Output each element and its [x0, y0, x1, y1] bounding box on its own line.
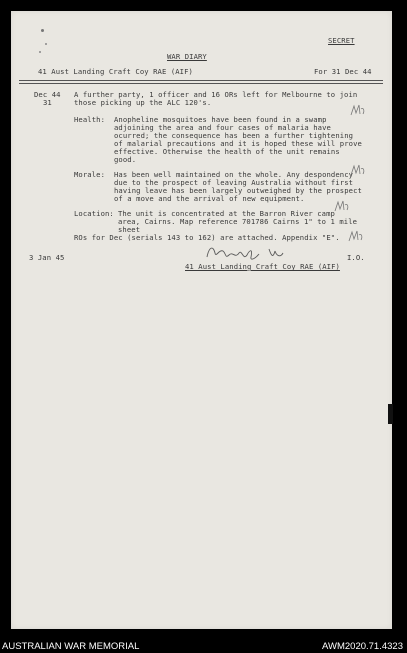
health-line: adjoining the area and four cases of malaria have	[114, 123, 331, 132]
document-title: WAR DIARY	[167, 52, 207, 61]
morale-line: having leave has been largely outweighed by the prospect	[114, 186, 362, 195]
entry-date-day: 31	[43, 98, 52, 107]
initials-mark	[333, 199, 351, 213]
entry-intro-line: those picking up the ALC 120's.	[74, 98, 212, 107]
morale-label: Morale:	[74, 170, 105, 179]
morale-line: of a move and the arrival of new equipment.	[114, 194, 305, 203]
signoff-unit: 41 Aust Landing Craft Coy RAE (AIF)	[185, 262, 340, 271]
initials-mark	[347, 229, 365, 243]
ros-line: ROs for Dec (serials 143 to 162) are attached. Appendix "E".	[74, 233, 340, 242]
footer-institution: AUSTRALIAN WAR MEMORIAL	[2, 641, 140, 652]
classification-marking: SECRET	[328, 36, 355, 45]
document-page	[11, 11, 392, 629]
location-line: The unit is concentrated at the Barron River camp	[118, 209, 335, 218]
initials-mark	[349, 163, 367, 177]
morale-line: due to the prospect of leaving Australia without first	[114, 178, 354, 187]
location-label: Location:	[74, 209, 114, 218]
pin-hole	[41, 29, 44, 32]
pin-hole	[39, 51, 41, 53]
period: For 31 Dec 44	[314, 67, 372, 76]
health-line: ocurred; the consequence has been a further tightening	[114, 131, 354, 140]
signoff-date: 3 Jan 45	[29, 253, 65, 262]
location-line: area, Cairns. Map reference 701786 Cairns 1" to 1 mile	[118, 217, 358, 226]
handwritten-signature	[201, 239, 296, 265]
health-line: of malarial precautions and it is hoped these will prove	[114, 139, 362, 148]
header-rule-bottom	[19, 83, 383, 84]
morale-line: Has been well maintained on the whole. Any despondency	[114, 170, 354, 179]
location-line: sheet	[118, 225, 141, 234]
health-label: Health:	[74, 115, 105, 124]
unit-name: 41 Aust Landing Craft Coy RAE (AIF)	[38, 67, 193, 76]
signoff-rank: I.O.	[347, 253, 365, 262]
health-line: good.	[114, 155, 137, 164]
health-line: Anopheline mosquitoes have been found in a swamp	[114, 115, 327, 124]
entry-date-month: Dec 44	[34, 90, 61, 99]
header-rule-top	[19, 80, 383, 81]
page-edge-tab	[388, 404, 393, 424]
initials-mark	[349, 103, 367, 117]
footer-accession-number: AWM2020.71.4323	[322, 641, 403, 652]
pin-hole	[45, 43, 47, 45]
footer-bar	[0, 638, 407, 653]
entry-intro-line: A further party, 1 officer and 16 ORs left for Melbourne to join	[74, 90, 358, 99]
health-line: effective. Otherwise the health of the unit remains	[114, 147, 340, 156]
